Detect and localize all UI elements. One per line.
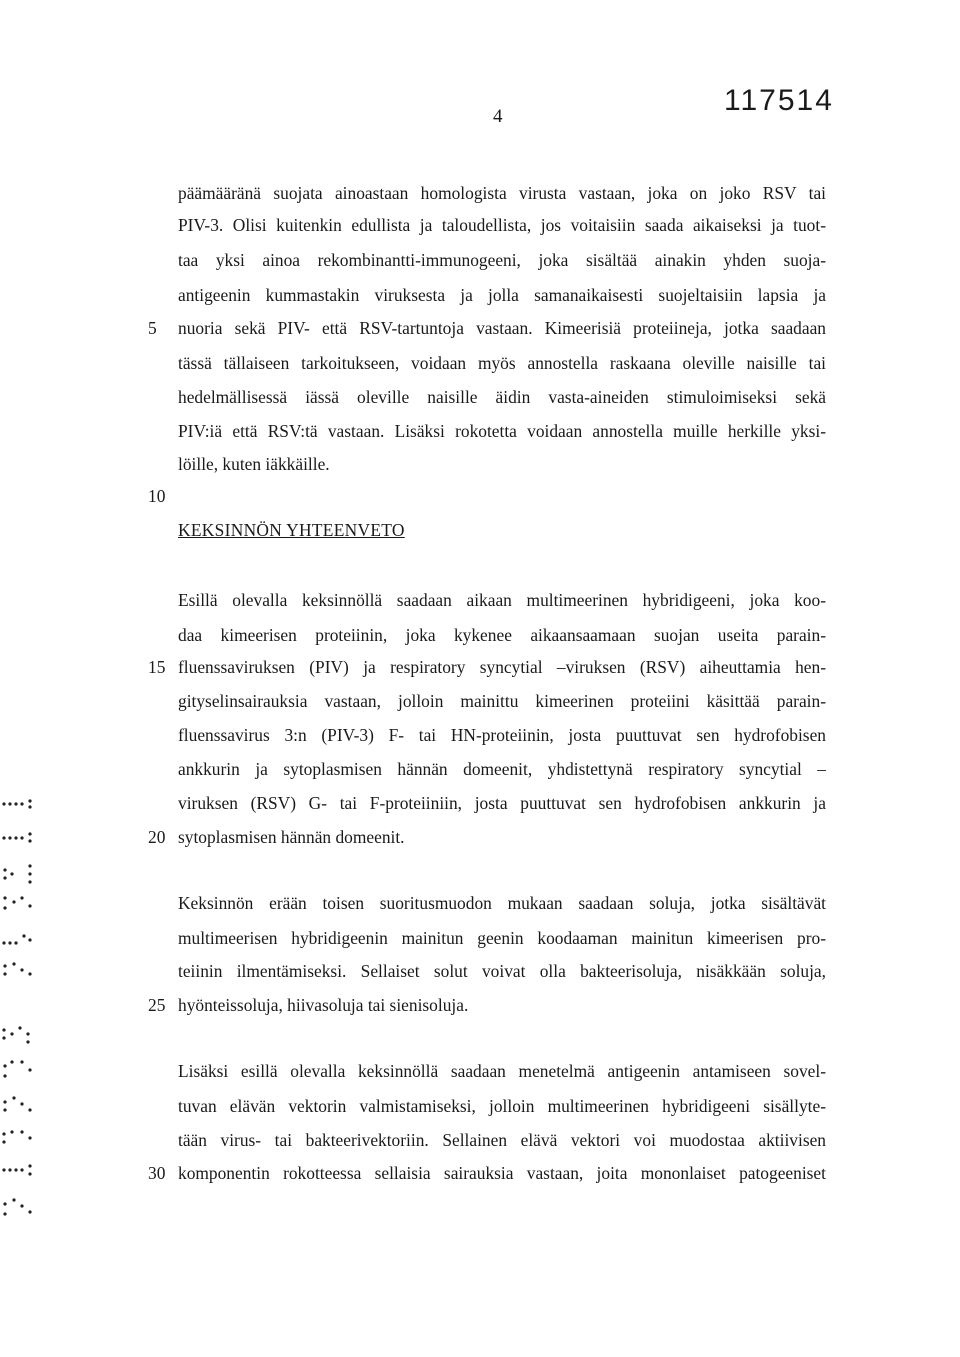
margin-dot [26,1032,29,1035]
margin-dot [22,934,25,937]
margin-dot [28,938,31,941]
margin-dot [18,1026,21,1029]
text-line: multimeerisen hybridigeenin mainitun geenin koodaaman mainitun kimeerisen pro- [178,928,826,948]
margin-dot [28,1136,31,1139]
margin-dot [20,1168,23,1171]
margin-dot [3,972,6,975]
margin-dot [2,836,5,839]
text-line: fluenssavirus 3:n (PIV-3) F- tai HN-proteiinin, josta puuttuvat sen hydrofobisen [178,725,826,745]
margin-dot [12,900,15,903]
margin-dot [14,802,17,805]
text-line: tässä tällaiseen tarkoitukseen, voidaan myös annostella raskaana oleville naisille tai [178,353,826,373]
text-line: hyönteissoluja, hiivasoluja tai sienisoluja. [178,995,469,1015]
margin-dot [2,941,5,944]
margin-dot [26,1040,29,1043]
margin-dot [28,1172,31,1175]
margin-dot [8,802,11,805]
text-line: antigeenin kummastakin viruksesta ja jolla samanaikaisesti suojeltaisiin lapsia ja [178,285,826,305]
text-line: Lisäksi esillä olevalla keksinnöllä saadaan menetelmä antigeenin antamiseen sovel- [178,1061,826,1081]
margin-dot [2,1168,5,1171]
margin-dot [28,972,31,975]
margin-dot [8,836,11,839]
margin-dot [2,1028,5,1031]
margin-dot [28,805,31,808]
margin-dot [20,1060,23,1063]
margin-dot [28,904,31,907]
margin-dot [2,1140,5,1143]
text-line: löille, kuten iäkkäille. [178,454,330,474]
line-number: 10 [148,486,166,506]
margin-dot [10,1060,13,1063]
margin-dot [3,896,6,899]
margin-dot [3,1100,6,1103]
line-number: 25 [148,995,166,1015]
line-number: 5 [148,318,157,338]
margin-dot [12,1096,15,1099]
text-line: teiinin ilmentämiseksi. Sellaiset solut voivat olla bakteerisoluja, nisäkkään soluja, [178,961,826,981]
page-number: 4 [493,106,503,127]
margin-dot [20,836,23,839]
margin-dot [8,941,11,944]
text-line: hedelmällisessä iässä oleville naisille äidin vasta-aineiden stimuloimiseksi sekä [178,387,826,407]
margin-dot [28,872,31,875]
margin-dot [3,868,6,871]
text-line: nuoria sekä PIV- että RSV-tartuntoja vastaan. Kimeerisiä proteiineja, jotka saadaan [178,318,826,338]
margin-dot [3,1074,6,1077]
margin-dot [14,836,17,839]
text-line: päämääränä suojata ainoastaan homologista virusta vastaan, joka on joko RSV tai [178,183,826,203]
margin-dot [2,1036,5,1039]
margin-dot [28,832,31,835]
margin-dot [3,1108,6,1111]
line-number: 20 [148,827,166,847]
margin-dot-pattern [0,798,44,1258]
margin-dot [28,880,31,883]
margin-dot [10,1032,13,1035]
patent-number: 117514 [724,84,834,117]
text-line: sytoplasmisen hännän domeenit. [178,827,405,847]
margin-dot [28,1210,31,1213]
margin-dot [3,1064,6,1067]
text-line: gityselinsairauksia vastaan, jolloin mainittu kimeerinen proteiini käsittää parain- [178,691,826,711]
margin-dot [20,968,23,971]
text-line: Keksinnön erään toisen suoritusmuodon mukaan saadaan soluja, jotka sisältävät [178,893,826,913]
margin-dot [3,1212,6,1215]
margin-dot [20,802,23,805]
margin-dot [12,1198,15,1201]
margin-dot [2,1132,5,1135]
margin-dot [28,1164,31,1167]
text-line: fluenssaviruksen (PIV) ja respiratory syncytial –viruksen (RSV) aiheuttamia hen- [178,657,826,677]
text-line: taa yksi ainoa rekombinantti-immunogeeni, joka sisältää ainakin yhden suoja- [178,250,826,270]
margin-dot [28,864,31,867]
text-line: ankkurin ja sytoplasmisen hännän domeenit, yhdistettynä respiratory syncytial – [178,759,826,779]
margin-dot [8,1168,11,1171]
margin-dot [10,872,13,875]
section-heading: KEKSINNÖN YHTEENVETO [178,520,405,540]
text-line: tään virus- tai bakteerivektoriin. Sellainen elävä vektori voi muodostaa aktiivisen [178,1130,826,1150]
margin-dot [12,962,15,965]
margin-dot [20,1130,23,1133]
margin-dot [14,1168,17,1171]
text-line: komponentin rokotteessa sellaisia sairauksia vastaan, joita mononlaiset patogeeniset [178,1163,826,1183]
margin-dot [3,906,6,909]
margin-dot [20,1102,23,1105]
margin-dot [3,964,6,967]
text-line: Esillä olevalla keksinnöllä saadaan aikaan multimeerinen hybridigeeni, joka koo- [178,590,826,610]
margin-dot [2,802,5,805]
text-line: tuvan elävän vektorin valmistamiseksi, jolloin multimeerinen hybridigeeni sisällyte- [178,1096,826,1116]
text-line: PIV:iä että RSV:tä vastaan. Lisäksi rokotetta voidaan annostella muille herkille yksi- [178,421,826,441]
margin-dot [14,941,17,944]
margin-dot [3,1202,6,1205]
margin-dot [28,839,31,842]
margin-dot [20,1204,23,1207]
text-line: viruksen (RSV) G- tai F-proteiiniin, josta puuttuvat sen hydrofobisen ankkurin ja [178,793,826,813]
margin-dot [3,876,6,879]
line-number: 30 [148,1163,166,1183]
margin-dot [28,799,31,802]
margin-dot [28,1108,31,1111]
margin-dot [28,1068,31,1071]
line-number: 15 [148,657,166,677]
text-line: daa kimeerisen proteiinin, joka kykenee aikaansaamaan suojan useita parain- [178,625,826,645]
text-line: PIV-3. Olisi kuitenkin edullista ja taloudellista, jos voitaisiin saada aikaiseksi ja tuot- [178,215,826,235]
margin-dot [20,896,23,899]
margin-dot [10,1130,13,1133]
